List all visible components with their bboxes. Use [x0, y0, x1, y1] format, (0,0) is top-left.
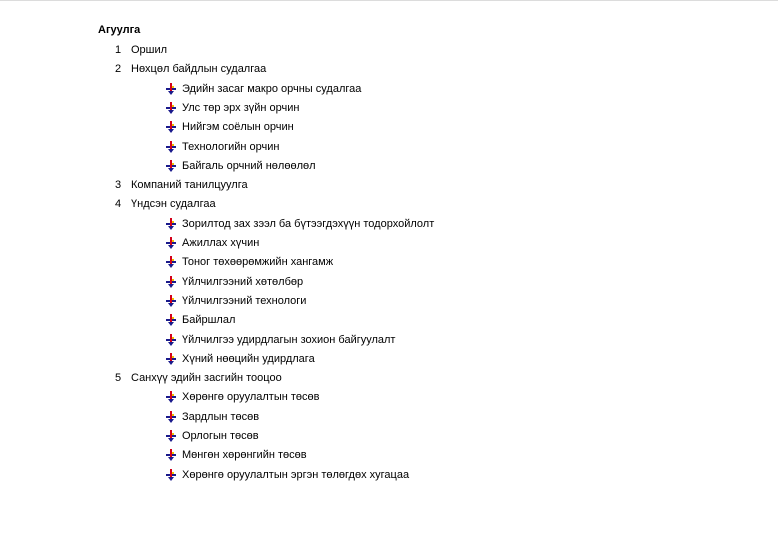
- subsection-label: Байгаль орчний нөлөөлөл: [182, 159, 316, 172]
- subsection-label: Технологийн орчин: [182, 140, 280, 153]
- section-label: Нөхцөл байдлын судалгаа: [131, 63, 267, 76]
- subsection-label: Үйлчилгээний хөтөлбөр: [182, 275, 304, 288]
- section-label: Үндсэн судалгаа: [131, 198, 216, 211]
- section-label: Компаний танилцуулга: [131, 179, 248, 192]
- section-number: 3: [115, 179, 122, 192]
- subsection-label: Үйлчилгээ удирдлагын зохион байгуулалт: [182, 333, 396, 346]
- section-number: 4: [115, 198, 122, 211]
- arrow-down-bullet-icon: [165, 237, 177, 249]
- subsection-label: Нийгэм соёлын орчин: [182, 121, 294, 134]
- subsection-label: Мөнгөн хөрөнгийн төсөв: [182, 449, 307, 462]
- arrow-down-bullet-icon: [165, 430, 177, 442]
- subsection-label: Зардлын төсөв: [182, 410, 260, 423]
- section-label: Оршил: [131, 44, 168, 56]
- arrow-down-bullet-icon: [165, 102, 177, 114]
- arrow-down-bullet-icon: [165, 411, 177, 423]
- arrow-down-bullet-icon: [165, 218, 177, 230]
- arrow-down-bullet-icon: [165, 314, 177, 326]
- subsection-label: Тоног төхөөрөмжийн хангамж: [182, 256, 334, 269]
- arrow-down-bullet-icon: [165, 391, 177, 403]
- arrow-down-bullet-icon: [165, 256, 177, 268]
- section-number: 1: [115, 44, 122, 56]
- arrow-down-bullet-icon: [165, 141, 177, 153]
- toc-title: Агуулга: [98, 24, 141, 36]
- subsection-label: Эдийн засаг макро орчны судалгаа: [182, 82, 362, 95]
- subsection-label: Орлогын төсөв: [182, 430, 259, 442]
- arrow-down-bullet-icon: [165, 449, 177, 461]
- arrow-down-bullet-icon: [165, 276, 177, 288]
- subsection-label: Үйлчилгээний технологи: [182, 294, 307, 307]
- arrow-down-bullet-icon: [165, 121, 177, 133]
- arrow-down-bullet-icon: [165, 83, 177, 95]
- subsection-label: Хүний нөөцийн удирдлага: [182, 352, 315, 365]
- subsection-label: Хөрөнгө оруулалтын төсөв: [182, 391, 320, 404]
- subsection-label: Зорилтод зах зээл ба бүтээгдэхүүн тодорхойлолт: [182, 217, 435, 230]
- arrow-down-bullet-icon: [165, 295, 177, 307]
- arrow-down-bullet-icon: [165, 160, 177, 172]
- subsection-label: Улс төр эрх зүйн орчин: [182, 101, 300, 114]
- arrow-down-bullet-icon: [165, 334, 177, 346]
- arrow-down-bullet-icon: [165, 469, 177, 481]
- subsection-label: Байршлал: [182, 314, 236, 327]
- subsection-label: Ажиллах хүчин: [182, 237, 260, 249]
- arrow-down-bullet-icon: [165, 353, 177, 365]
- subsection-label: Хөрөнгө оруулалтын эргэн төлөгдөх хугацаа: [182, 468, 410, 481]
- section-number: 5: [115, 372, 122, 385]
- section-label: Санхүү эдийн засгийн тооцоо: [131, 372, 282, 385]
- section-number: 2: [115, 63, 122, 76]
